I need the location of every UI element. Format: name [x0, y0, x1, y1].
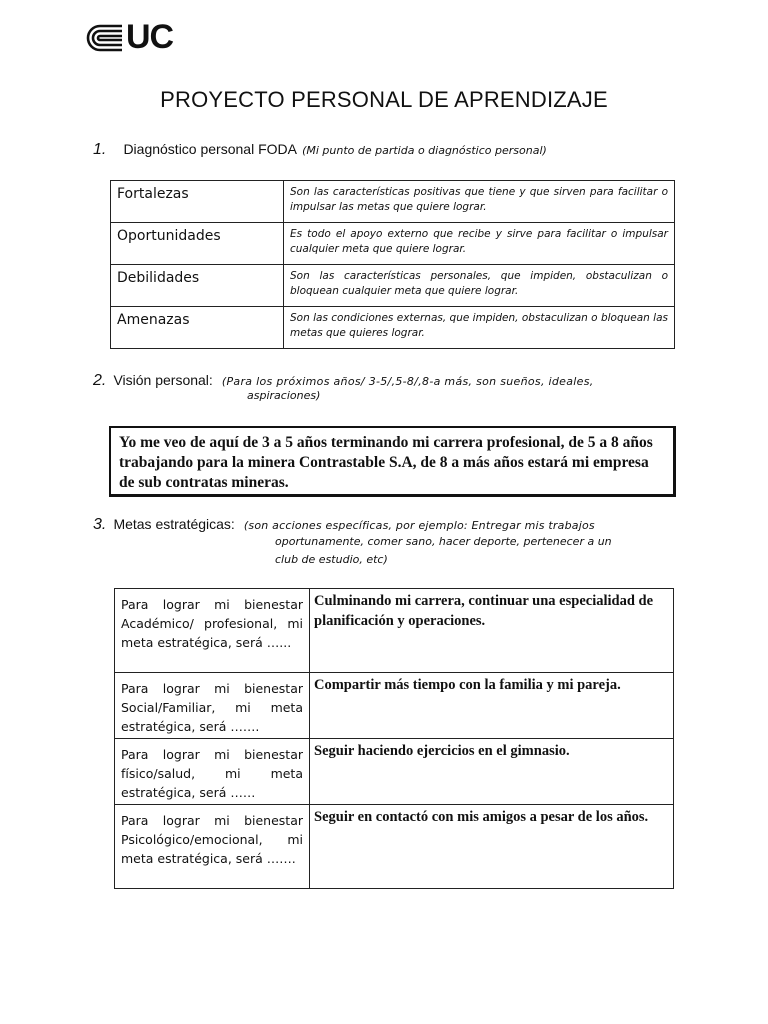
foda-label: Oportunidades — [111, 223, 284, 265]
section2-header — [93, 370, 678, 390]
logo-text: UC — [126, 18, 174, 56]
table-row — [111, 223, 675, 265]
foda-label: Debilidades — [111, 265, 284, 307]
foda-description: Es todo el apoyo externo que recibe y sirve para facilitar o impulsar cualquier meta que quiere lograr. — [284, 223, 675, 265]
section2-note-line1: (Para los próximos años/ 3-5/,5-8/,8-a más, son sueños, ideales, — [221, 375, 594, 388]
section2-number: 2. — [93, 372, 107, 389]
section3-header — [93, 514, 678, 534]
meta-label: Para lograr mi bienestar físico/salud, mi meta estratégica, será …… — [115, 739, 310, 805]
meta-goal: Seguir haciendo ejercicios en el gimnasio. — [310, 739, 674, 805]
uc-logo — [86, 18, 186, 56]
foda-label: Fortalezas — [111, 181, 284, 223]
section2-heading: Visión personal: — [113, 372, 213, 388]
section2-note-line2: aspiraciones) — [247, 389, 321, 402]
meta-label: Para lograr mi bienestar Psicológico/emocional, mi meta estratégica, será ……. — [115, 805, 310, 889]
section1-header — [93, 139, 547, 159]
vision-box — [109, 426, 676, 497]
section1-note: (Mi punto de partida o diagnóstico personal) — [302, 144, 547, 157]
table-row — [115, 739, 674, 805]
table-row — [115, 805, 674, 889]
meta-goal: Seguir en contactó con mis amigos a pesar de los años. — [310, 805, 674, 889]
meta-goal: Compartir más tiempo con la familia y mi pareja. — [310, 673, 674, 739]
table-row — [115, 589, 674, 673]
page-title: PROYECTO PERSONAL DE APRENDIZAJE — [160, 87, 608, 112]
foda-label: Amenazas — [111, 307, 284, 349]
section3-note-line1: (son acciones específicas, por ejemplo: Entregar mis trabajos — [243, 519, 595, 532]
foda-description: Son las condiciones externas, que impiden, obstaculizan o bloquean las metas que quieres lograr. — [284, 307, 675, 349]
foda-description: Son las características personales, que impiden, obstaculizan o bloquean cualquier meta que quiere lograr. — [284, 265, 675, 307]
table-row — [111, 307, 675, 349]
section1-heading: Diagnóstico personal FODA — [123, 141, 297, 157]
section3-note-line3: club de estudio, etc) — [275, 553, 388, 566]
section3-note-line2: oportunamente, comer sano, hacer deporte, pertenecer a un — [275, 535, 612, 548]
vision-text: Yo me veo de aquí de 3 a 5 años terminando mi carrera profesional, de 5 a 8 años trabajando para la minera Contrastable S.A, de 8 a más años estará mi empresa de sub contratas mineras. — [119, 434, 653, 491]
table-row — [111, 265, 675, 307]
metas-table — [114, 588, 674, 889]
uc-logo-mark-icon — [86, 24, 124, 52]
meta-label: Para lograr mi bienestar Académico/ profesional, mi meta estratégica, será …... — [115, 589, 310, 673]
section3-number: 3. — [93, 516, 107, 533]
meta-label: Para lograr mi bienestar Social/Familiar, mi meta estratégica, será ……. — [115, 673, 310, 739]
section1-number: 1. — [93, 141, 107, 158]
foda-table — [110, 180, 675, 349]
foda-description: Son las características positivas que tiene y que sirven para facilitar o impulsar las metas que quiere lograr. — [284, 181, 675, 223]
table-row — [115, 673, 674, 739]
meta-goal: Culminando mi carrera, continuar una especialidad de planificación y operaciones. — [310, 589, 674, 673]
table-row — [111, 181, 675, 223]
section3-heading: Metas estratégicas: — [113, 516, 235, 532]
